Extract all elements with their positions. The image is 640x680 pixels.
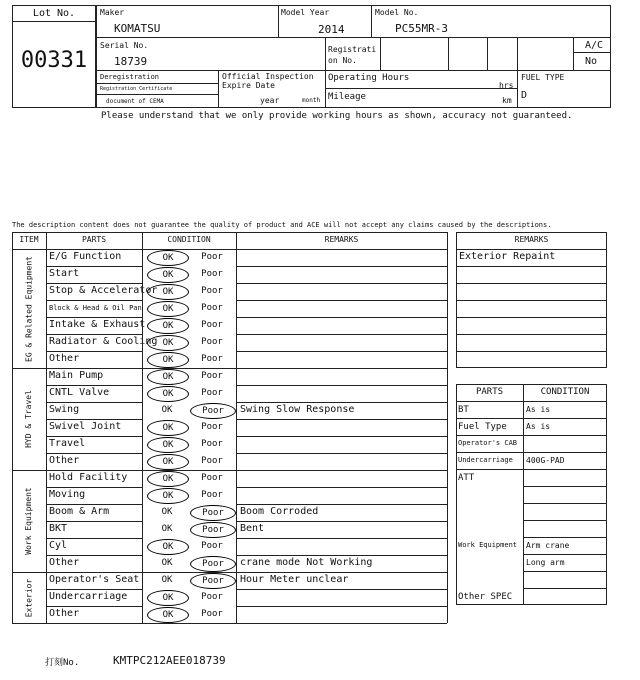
maker-label: Maker [100,8,125,17]
part-name: Travel [49,438,86,449]
poor-mark: Poor [201,252,223,262]
lot-number: 00331 [20,48,88,73]
ok-mark: OK [147,539,189,555]
poor-mark: Poor [201,490,223,500]
poor-mark: Poor [201,439,223,449]
model-year-label: Model Year [281,8,330,17]
ok-mark: OK [147,284,189,300]
poor-mark: Poor [201,422,223,432]
col-header-parts: PARTS [81,235,107,244]
right-part-name: ATT [458,473,475,483]
ok-mark: OK [147,420,189,436]
right-col-parts: PARTS [475,387,504,397]
registration-label: Registration No. [328,45,377,65]
part-name: Cyl [49,540,68,551]
mileage-label: Mileage [328,92,366,102]
model-no-value: PC55MR-3 [395,22,448,35]
group-label: Work Equipment [24,487,33,555]
ok-mark: OK [147,250,189,266]
ok-mark: OK [147,590,189,606]
ok-mark: OK [147,488,189,504]
year-label: year [260,96,280,105]
part-name: Other [49,557,80,568]
ok-mark: OK [147,352,189,368]
right-remark-text: Exterior Repaint [459,251,556,262]
disclaimer: The description content does not guarantee the quality of product and ACE will not accept any claims caused by the descriptions. [12,221,552,229]
right-part-name: Other SPEC [458,592,513,602]
part-name: BKT [49,523,68,534]
model-year-value: 2014 [318,23,345,36]
part-name: Block & Head & Oil Pan [49,304,142,312]
inspection-label: Official Inspection Expire Date [222,72,314,90]
remark-text: crane mode Not Working [240,557,373,568]
part-name: Stop & Accelerator [49,285,158,296]
right-part-condition: 400G-PAD [526,456,565,465]
ok-mark: OK [147,437,189,453]
poor-mark: Poor [201,541,223,551]
deregistration-label: Deregistration [100,73,160,81]
right-part-name: Undercarriage [458,456,513,464]
col-header-item: ITEM [19,235,39,244]
poor-mark: Poor [201,354,223,364]
maker-value: KOMATSU [114,22,161,35]
ok-mark: OK [161,558,173,568]
ok-mark: OK [147,386,189,402]
right-col-condition: CONDITION [540,387,590,397]
ok-mark: OK [147,267,189,283]
ac-value: No [585,56,598,67]
stamp-no-value: KMTPC212AEE018739 [113,654,226,667]
fuel-type-value: D [521,90,528,101]
ok-mark: OK [147,454,189,470]
part-name: Undercarriage [49,591,128,602]
right-part-condition: Arm crane [526,541,570,550]
km-unit: km [502,96,512,105]
ok-mark: OK [147,607,189,623]
poor-mark: Poor [201,269,223,279]
poor-mark: Poor [201,388,223,398]
part-name: Boom & Arm [49,506,110,517]
part-name: Moving [49,489,86,500]
ok-mark: OK [147,335,189,351]
working-hours-notice: Please understand that we only provide working hours as shown, accuracy not guaranteed. [101,111,573,121]
poor-mark: Poor [190,505,236,521]
ac-label: A/C [585,40,604,51]
part-name: Operator's Seat [49,574,140,585]
model-no-label: Model No. [375,8,419,17]
group-label: EG & Related Equipment [24,255,33,362]
part-name: Swivel Joint [49,421,122,432]
stamp-no-label: 打刻No. [45,658,80,668]
right-remarks-header: REMARKS [514,235,549,244]
doc-cema-label: document of CEMA [106,98,164,105]
poor-mark: Poor [201,473,223,483]
poor-mark: Poor [201,456,223,466]
group-label: HYD & Travel [24,390,33,448]
ok-mark: OK [147,471,189,487]
ok-mark: OK [161,524,173,534]
poor-mark: Poor [201,337,223,347]
right-part-condition: As is [526,422,551,431]
ok-mark: OK [161,575,173,585]
part-name: Main Pump [49,370,104,381]
lot-label: Lot No. [32,8,76,19]
col-header-condition: CONDITION [167,235,211,244]
ok-mark: OK [147,318,189,334]
col-header-remarks: REMARKS [324,235,359,244]
part-name: Other [49,608,80,619]
month-label: month [302,97,321,104]
reg-cert-label: Registration Certificate [100,86,173,92]
part-name: E/G Function [49,251,122,262]
remark-text: Boom Corroded [240,506,319,517]
op-hours-label: Operating Hours [328,73,410,83]
poor-mark: Poor [201,371,223,381]
ok-mark: OK [161,405,173,415]
poor-mark: Poor [190,556,236,572]
poor-mark: Poor [201,286,223,296]
part-name: Other [49,353,80,364]
poor-mark: Poor [201,609,223,619]
part-name: Hold Facility [49,472,128,483]
ok-mark: OK [161,507,173,517]
part-name: Radiator & Cooling [49,336,158,347]
remark-text: Hour Meter unclear [240,574,349,585]
right-part-name: Work Equipment [458,541,518,549]
right-part-name: BT [458,405,469,415]
ok-mark: OK [147,301,189,317]
part-name: Other [49,455,80,466]
poor-mark: Poor [201,303,223,313]
right-part-condition: As is [526,405,551,414]
part-name: Intake & Exhaust [49,319,146,330]
poor-mark: Poor [190,573,236,589]
right-part-name: Operator's CAB [458,439,518,447]
hrs-unit: hrs [499,81,514,90]
part-name: Swing [49,404,80,415]
poor-mark: Poor [190,522,236,538]
ok-mark: OK [147,369,189,385]
fuel-type-label: FUEL TYPE [521,73,565,82]
remark-text: Bent [240,523,265,534]
serial-label: Serial No. [100,41,149,50]
group-label: Exterior [24,578,33,617]
right-part-condition: Long arm [526,558,565,567]
right-part-name: Fuel Type [458,422,507,432]
poor-mark: Poor [201,320,223,330]
serial-value: 18739 [114,55,148,68]
remark-text: Swing Slow Response [240,404,355,415]
part-name: Start [49,268,80,279]
part-name: CNTL Valve [49,387,110,398]
poor-mark: Poor [190,403,236,419]
poor-mark: Poor [201,592,223,602]
